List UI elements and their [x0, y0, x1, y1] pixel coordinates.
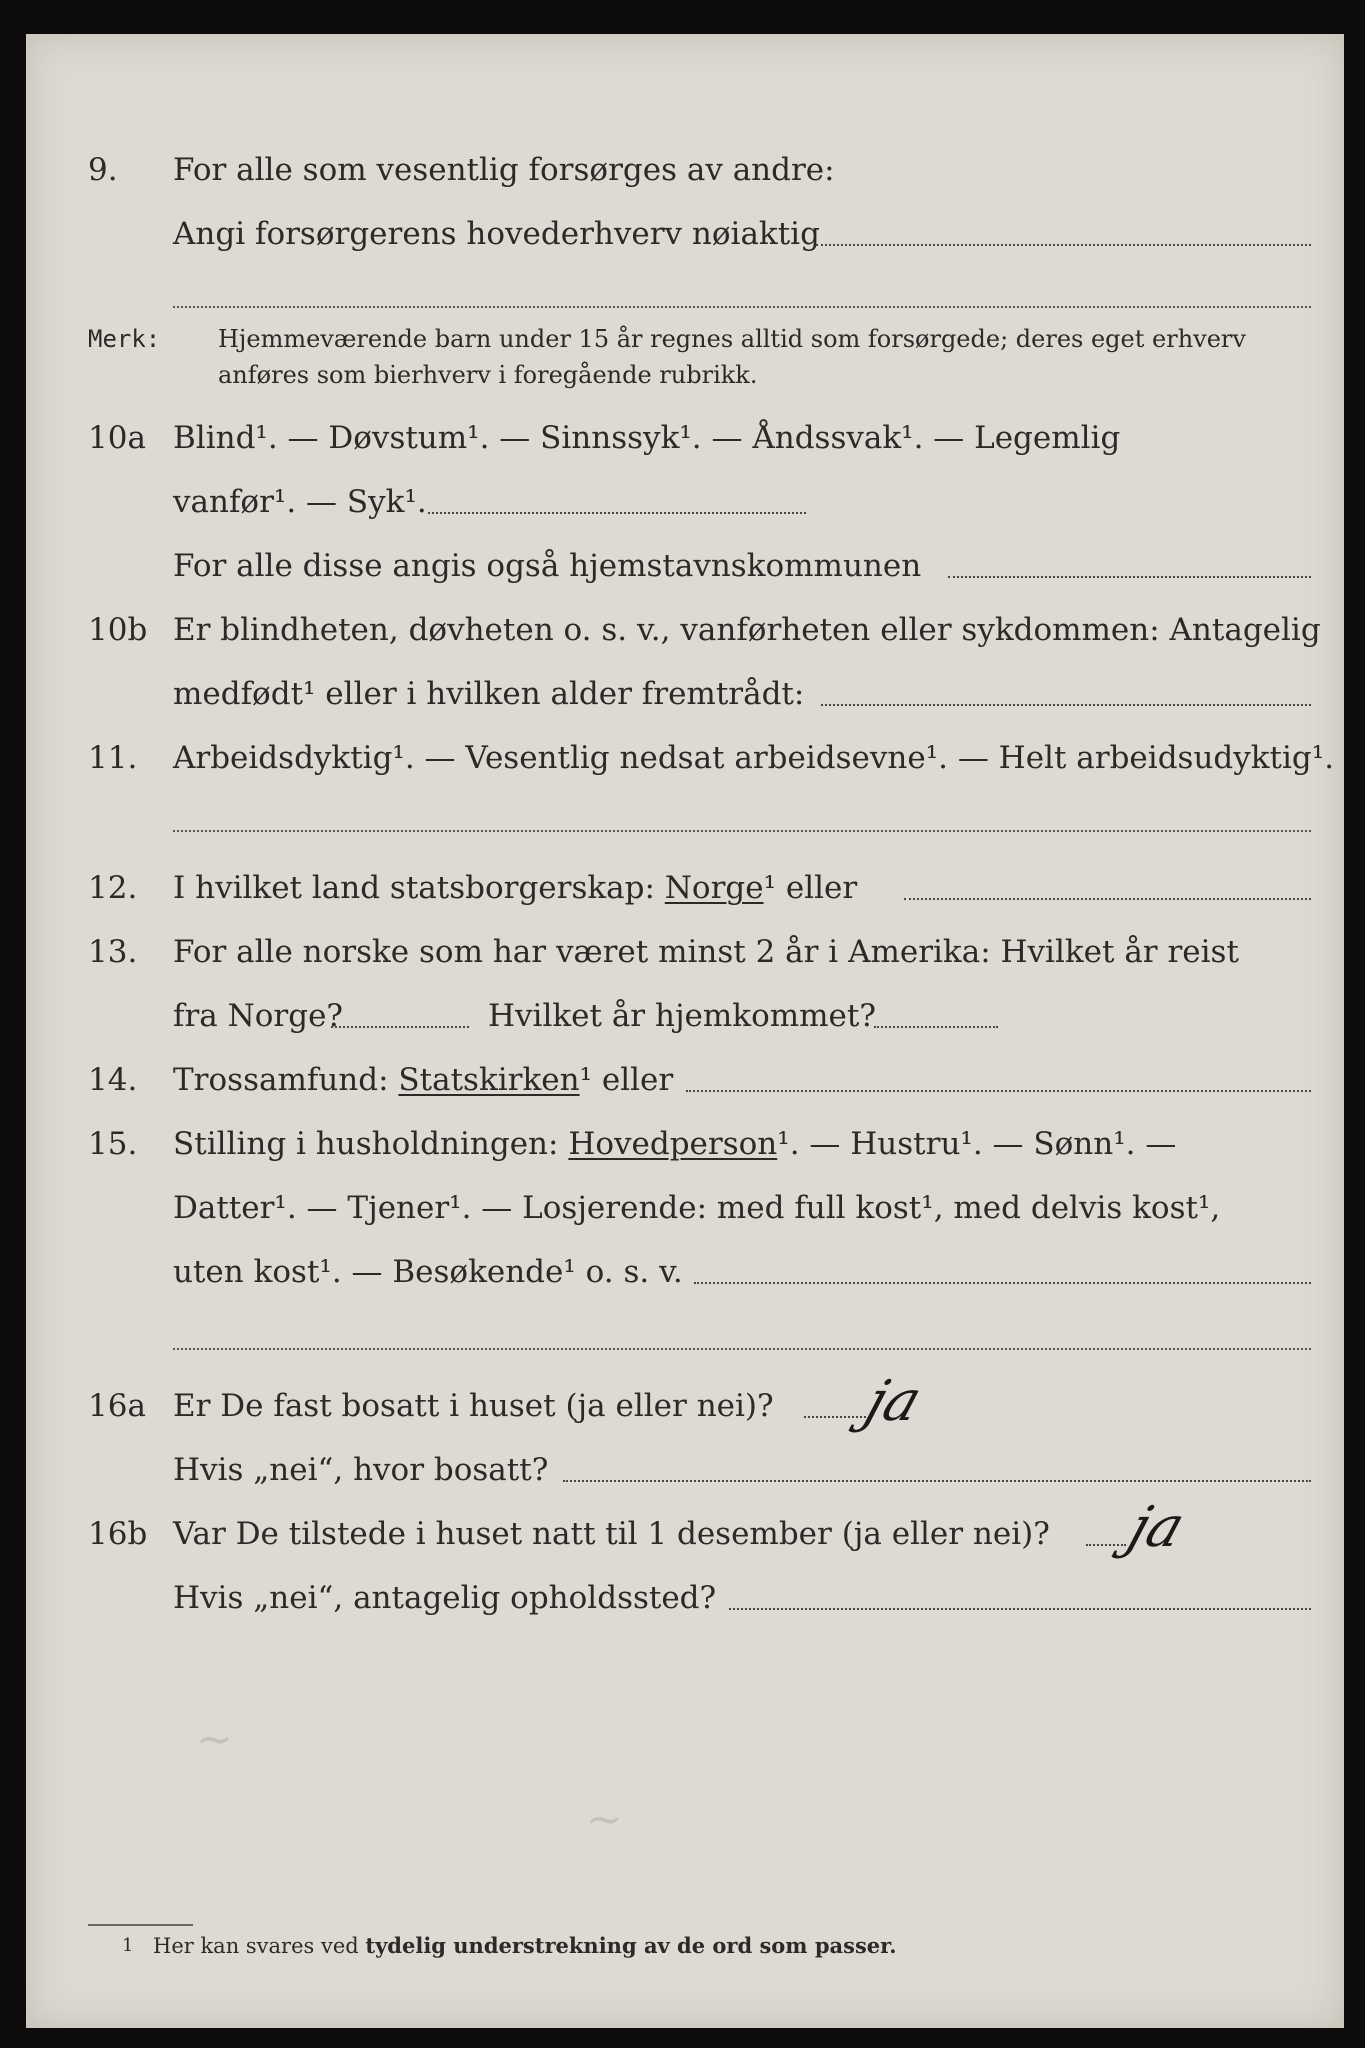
q11-number: 11.: [88, 740, 138, 776]
q9-answer-line[interactable]: [816, 244, 1311, 246]
q12-text: I hvilket land statsborgerskap:: [173, 870, 665, 906]
q16a-answer-line[interactable]: [804, 1416, 866, 1418]
q14-answer-line[interactable]: [686, 1090, 1311, 1092]
q15-number: 15.: [88, 1126, 138, 1162]
q13-number: 13.: [88, 934, 138, 970]
footnote-text-plain: Her kan svares ved: [153, 1934, 366, 1958]
footnote-rule: [88, 1924, 193, 1926]
q10a-syk-line[interactable]: [428, 512, 806, 514]
q13-reist-line[interactable]: [331, 1026, 469, 1028]
q10b-number: 10b: [88, 612, 148, 648]
bleed-through-mark: ~: [196, 1714, 233, 1765]
q16b-line2: Hvis „nei“, antagelig opholdssted?: [173, 1580, 717, 1616]
q15-suffix: ¹. — Hustru¹. — Sønn¹. —: [777, 1126, 1177, 1162]
q12-line: [173, 868, 857, 908]
q9-number: 9.: [88, 152, 118, 188]
q16b-line1: Var De tilstede i huset natt til 1 desember (ja eller nei)?: [173, 1516, 1050, 1552]
q16b-answer-line[interactable]: [1086, 1544, 1126, 1546]
footnote-mark: 1: [122, 1935, 134, 1956]
q10a-line3: For alle disse angis også hjemstavnskommunen: [173, 548, 922, 584]
q9-extra-line[interactable]: [173, 306, 1311, 308]
q11-answer-line[interactable]: [173, 830, 1311, 832]
q10a-line2: vanfør¹. — Syk¹.: [173, 484, 427, 520]
q15-extra-line[interactable]: [173, 1348, 1311, 1350]
q16a-handwritten-answer: ja: [857, 1369, 930, 1434]
merk-line2: anføres som bierhverv i foregående rubrikk.: [218, 361, 758, 389]
q13-line2a: fra Norge?: [173, 998, 344, 1034]
q15-text: Stilling i husholdningen:: [173, 1126, 569, 1162]
q10a-number: 10a: [88, 420, 146, 456]
q16b-number: 16b: [88, 1516, 148, 1552]
q15-line1: [173, 1124, 1176, 1164]
q16b-opholdssted-line[interactable]: [729, 1608, 1311, 1610]
q16a-line1: Er De fast bosatt i huset (ja eller nei)?: [173, 1388, 774, 1424]
q15-line3: uten kost¹. — Besøkende¹ o. s. v.: [173, 1254, 683, 1290]
q12-suffix: ¹ eller: [763, 870, 858, 906]
q14-text: Trossamfund:: [173, 1062, 399, 1098]
q16b-handwritten-answer: ja: [1120, 1495, 1193, 1560]
q13-hjemkommet-line[interactable]: [874, 1026, 998, 1028]
footnote-text-bold: tydelig understrekning av de ord som passer.: [365, 1933, 897, 1958]
q16a-number: 16a: [88, 1388, 146, 1424]
q10a-line1: Blind¹. — Døvstum¹. — Sinnssyk¹. — Åndssvak¹. — Legemlig: [173, 420, 1121, 456]
q14-line: [173, 1060, 673, 1100]
q16a-bosatt-line[interactable]: [563, 1480, 1311, 1482]
footnote-text: [153, 1934, 897, 1958]
q14-suffix: ¹ eller: [579, 1062, 674, 1098]
q10a-kommune-line[interactable]: [948, 576, 1311, 578]
q9-line2: Angi forsørgerens hovederhverv nøiaktig: [173, 216, 820, 252]
merk-line1: Hjemmeværende barn under 15 år regnes alltid som forsørgede; deres eget erhverv: [218, 325, 1246, 353]
q15-underlined-choice: Hovedperson: [568, 1126, 778, 1162]
q15-line2: Datter¹. — Tjener¹. — Losjerende: med full kost¹, med delvis kost¹,: [173, 1190, 1221, 1226]
q14-underlined-choice: Statskirken: [398, 1062, 580, 1098]
q9-line1: For alle som vesentlig forsørges av andre:: [173, 152, 835, 188]
census-form-page: [26, 34, 1344, 2028]
q16a-line2: Hvis „nei“, hvor bosatt?: [173, 1452, 549, 1488]
q14-number: 14.: [88, 1062, 138, 1098]
q15-answer-line[interactable]: [694, 1282, 1311, 1284]
q12-number: 12.: [88, 870, 138, 906]
q10b-answer-line[interactable]: [821, 704, 1311, 706]
q12-underlined-choice: Norge: [664, 870, 764, 906]
q13-line2b: Hvilket år hjemkommet?: [488, 998, 876, 1034]
q13-line1: For alle norske som har været minst 2 år i Amerika: Hvilket år reist: [173, 934, 1239, 970]
q10b-line1: Er blindheten, døvheten o. s. v., vanførheten eller sykdommen: Antagelig: [173, 612, 1321, 648]
merk-label: Merk:: [88, 325, 161, 353]
q11-line1: Arbeidsdyktig¹. — Vesentlig nedsat arbeidsevne¹. — Helt arbeidsudyktig¹.: [173, 740, 1335, 776]
q12-answer-line[interactable]: [904, 898, 1311, 900]
bleed-through-mark: ~: [586, 1794, 623, 1845]
q10b-line2: medfødt¹ eller i hvilken alder fremtrådt:: [173, 676, 805, 712]
